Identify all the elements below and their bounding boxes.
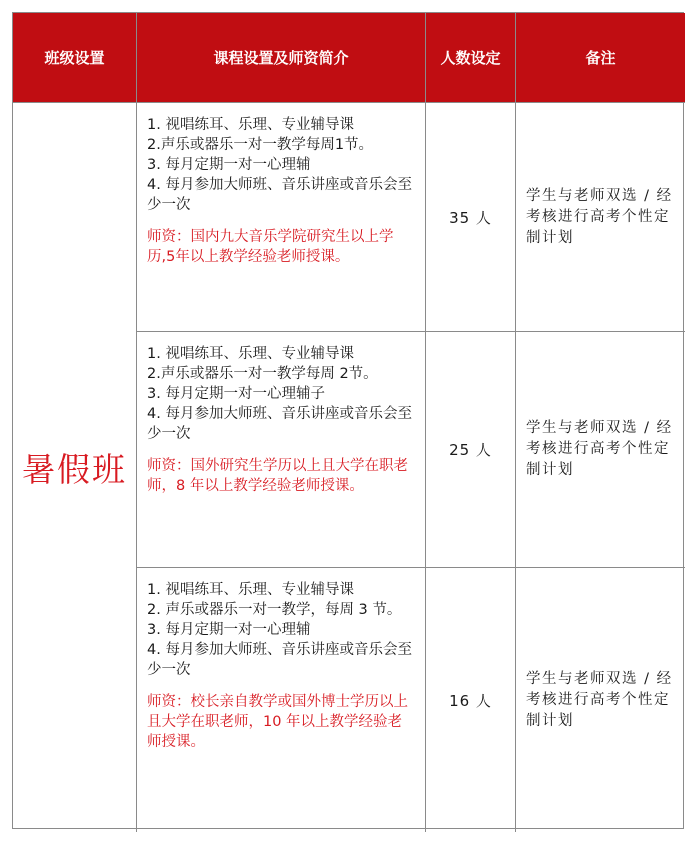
course-line: 2.声乐或器乐一对一教学每周 2节。: [147, 366, 378, 382]
course-line: 3. 每月定期一对一心理辅: [147, 157, 311, 173]
note-cell-row-3: 学生与老师双选 / 经考核进行高考个性定制计划: [526, 670, 673, 729]
class-schedule-table: [12, 12, 684, 829]
course-cell-row-1: [137, 103, 426, 332]
header-note: 备注: [516, 13, 685, 103]
class-name-cell: [13, 103, 137, 832]
course-line: 4. 每月参加大师班、音乐讲座或音乐会至少一次: [147, 642, 412, 678]
count-cell-row-1: 35 人: [426, 103, 516, 332]
course-line: 1. 视唱练耳、乐理、专业辅导课: [147, 117, 354, 133]
header-count: 人数设定: [426, 13, 516, 103]
course-line: 4. 每月参加大师班、音乐讲座或音乐会至少一次: [147, 406, 412, 442]
course-cell-row-3: [137, 568, 426, 832]
count-cell-row-3: 16 人: [426, 568, 516, 832]
teacher-info: 师资：国外研究生学历以上且大学在职老师，8 年以上教学经验老师授课。: [147, 458, 408, 494]
course-cell-row-2: [137, 332, 426, 568]
course-line: 2.声乐或器乐一对一教学每周1节。: [147, 137, 374, 153]
header-course: 课程设置及师资简介: [137, 13, 426, 103]
note-cell-row-2: 学生与老师双选 / 经考核进行高考个性定制计划: [516, 332, 685, 568]
course-line: 4. 每月参加大师班、音乐讲座或音乐会至少一次: [147, 177, 412, 213]
teacher-info: 师资：国内九大音乐学院研究生以上学历,5年以上教学经验老师授课。: [147, 229, 394, 265]
course-line: 3. 每月定期一对一心理辅: [147, 622, 311, 638]
teacher-info: 师资：校长亲自教学或国外博士学历以上且大学在职老师，10 年以上教学经验老师授课。: [147, 694, 408, 750]
count-cell-row-2: 25 人: [426, 332, 516, 568]
note-cell-row-1: 学生与老师双选 / 经考核进行高考个性定制计划: [516, 103, 685, 332]
course-line: 2. 声乐或器乐一对一教学，每周 3 节。: [147, 602, 402, 618]
class-name: 暑假班: [22, 450, 127, 489]
course-line: 1. 视唱练耳、乐理、专业辅导课: [147, 346, 354, 362]
header-class: 班级设置: [13, 13, 137, 103]
course-line: 1. 视唱练耳、乐理、专业辅导课: [147, 582, 354, 598]
course-line: 3. 每月定期一对一心理辅子: [147, 386, 325, 402]
